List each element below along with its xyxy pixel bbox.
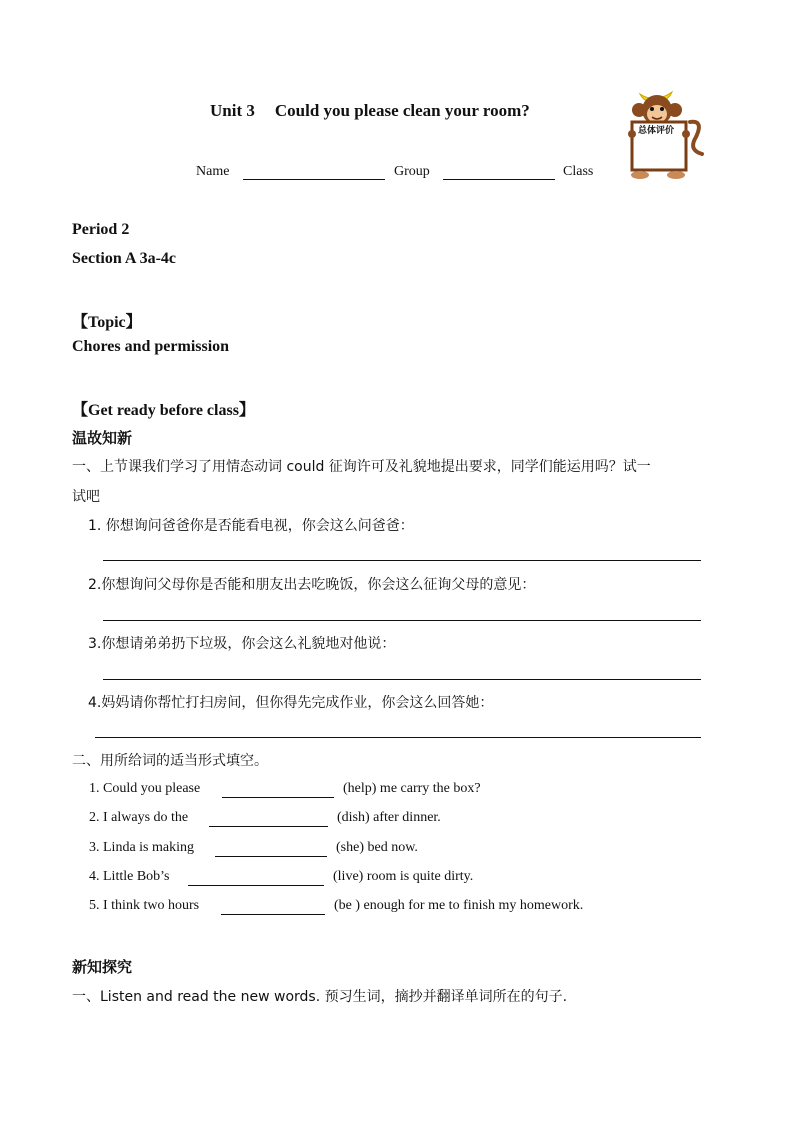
unit-label: Unit 3 — [210, 101, 255, 120]
answer-line-1[interactable] — [103, 560, 701, 561]
name-blank[interactable] — [243, 179, 385, 180]
topic-heading: 【Topic】 — [72, 314, 142, 331]
review-heading: 温故知新 — [72, 429, 133, 447]
page-title — [210, 101, 530, 121]
fill-blank-5[interactable] — [221, 914, 325, 915]
evaluation-badge-text: 总体评价 — [638, 126, 675, 136]
fill-item-2-text: 2. I always do the — [89, 810, 189, 825]
monkey-evaluation-mascot — [622, 82, 712, 182]
fill-blank-1[interactable] — [222, 797, 334, 798]
title-text: Could you please clean your room? — [274, 101, 530, 120]
fill-blank-4[interactable] — [188, 885, 324, 886]
fill-item-2-hint: (dish) after dinner. — [337, 810, 441, 825]
fill-item-3-text: 3. Linda is making — [89, 840, 194, 855]
group-blank[interactable] — [443, 179, 555, 180]
part1-intro-line2: 试吧 — [72, 489, 100, 505]
fill-item-1-text: 1. Could you please — [89, 781, 201, 796]
part1-question-3: 3.你想请弟弟扔下垃圾，你会这么礼貌地对他说： — [88, 636, 396, 652]
period-label: Period 2 — [72, 221, 130, 238]
fill-item-1-hint: (help) me carry the box? — [343, 781, 481, 796]
part2-intro: 二、用所给词的适当形式填空。 — [72, 753, 268, 769]
answer-line-2[interactable] — [103, 620, 701, 621]
part1-question-2: 2.你想询问父母你是否能和朋友出去吃晚饭，你会这么征询父母的意见： — [88, 577, 536, 593]
topic-text: Chores and permission — [72, 338, 230, 355]
fill-item-5-hint: (be ) enough for me to finish my homework. — [334, 898, 584, 913]
fill-item-3-hint: (she) bed now. — [336, 840, 418, 855]
part1-intro-line1: 一、上节课我们学习了用情态动词 could 征询许可及礼貌地提出要求，同学们能运用吗？试一 — [72, 459, 651, 475]
fill-blank-2[interactable] — [209, 826, 328, 827]
fill-item-4-hint: (live) room is quite dirty. — [333, 869, 474, 884]
part3-intro: 一、Listen and read the new words. 预习生词，摘抄并翻译单词所在的句子. — [72, 989, 568, 1005]
name-label: Name — [196, 164, 230, 179]
ready-heading: 【Get ready before class】 — [72, 402, 255, 419]
fill-blank-3[interactable] — [215, 856, 327, 857]
group-label: Group — [394, 164, 430, 179]
class-label: Class — [563, 164, 594, 179]
part1-question-4: 4.妈妈请你帮忙打扫房间，但你得先完成作业，你会这么回答她： — [88, 695, 494, 711]
answer-line-4[interactable] — [95, 737, 701, 738]
section-label: Section A 3a-4c — [72, 250, 176, 267]
answer-line-3[interactable] — [103, 679, 701, 680]
part1-question-1: 1. 你想询问爸爸你是否能看电视，你会这么问爸爸： — [88, 518, 414, 534]
fill-item-4-text: 4. Little Bob’s — [89, 869, 170, 884]
fill-item-5-text: 5. I think two hours — [89, 898, 200, 913]
explore-heading: 新知探究 — [72, 958, 133, 976]
